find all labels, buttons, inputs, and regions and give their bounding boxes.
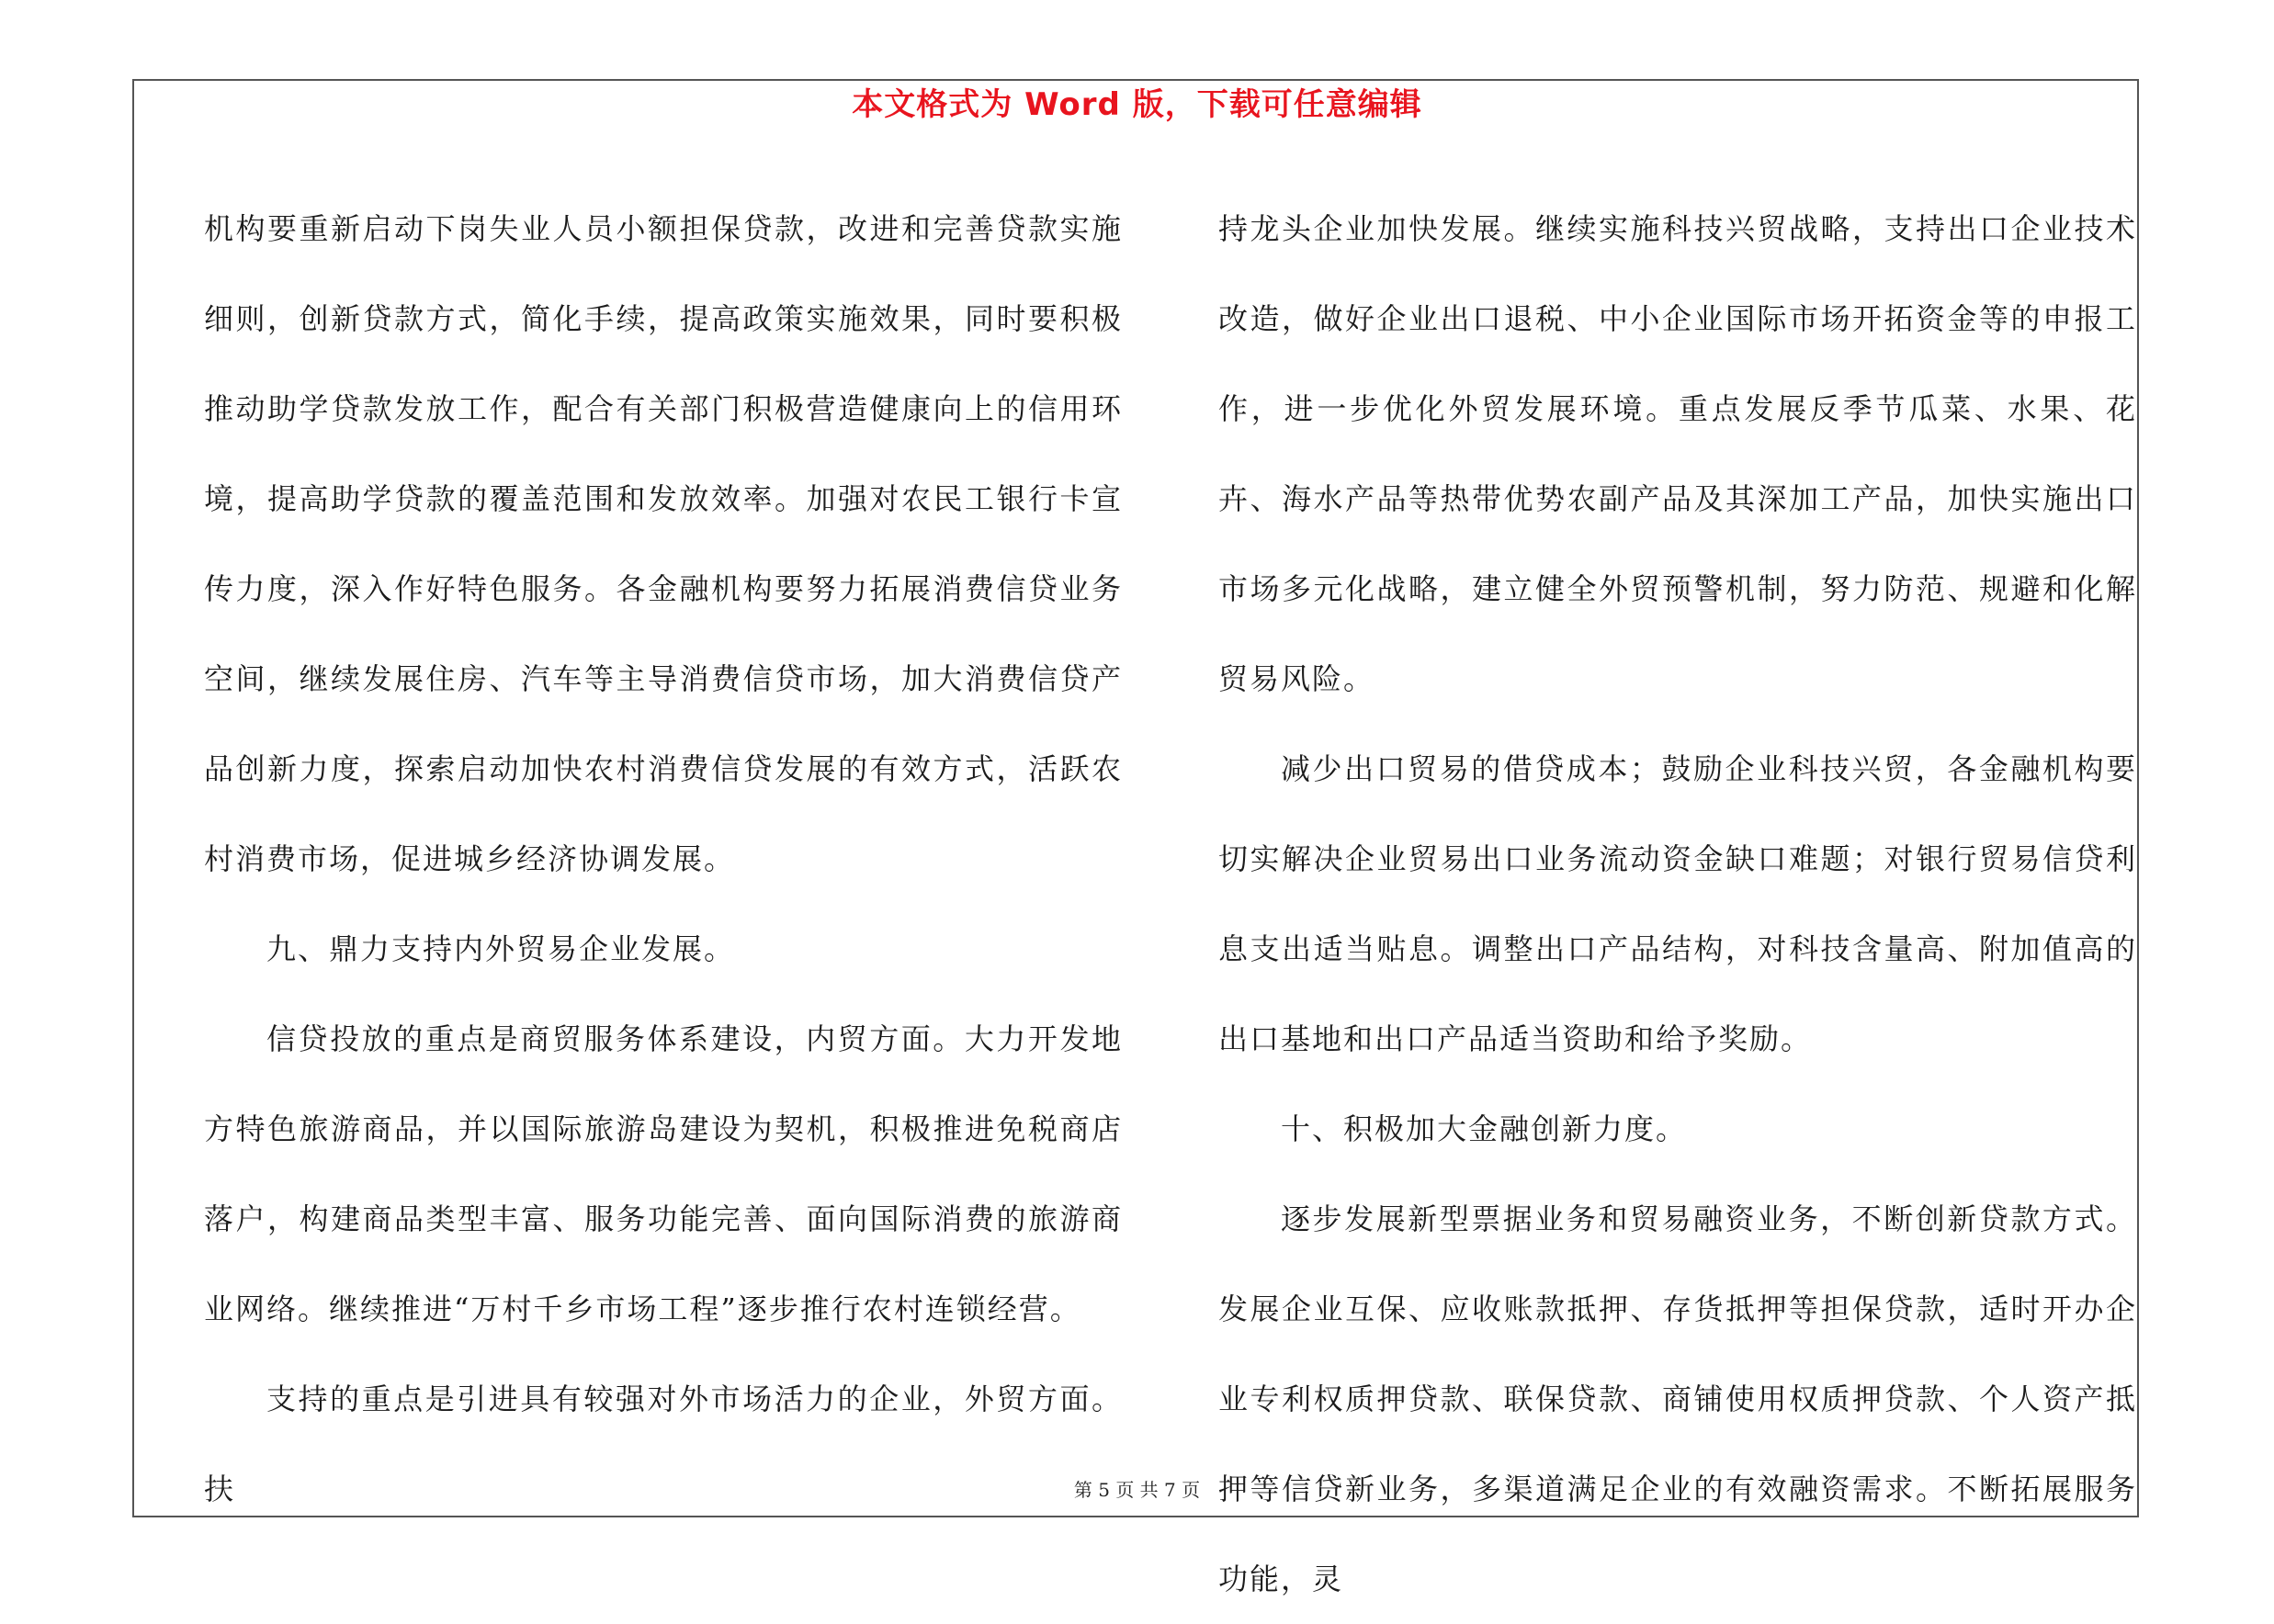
paragraph-financial-innovation: 逐步发展新型票据业务和贸易融资业务，不断创新贷款方式。发展企业互保、应收账款抵押、存货抵押等担保贷款，适时开办企业专利权质押贷款、联保贷款、商铺使用权质押贷款、个人资产抵押等信贷新业务，多渠道满足企业的有效融资需求。不断拓展服务功能，灵	[1218, 1201, 2137, 1596]
left-column	[204, 184, 1123, 1534]
right-column	[1218, 184, 2137, 1624]
paragraph-continuation: 机构要重新启动下岗失业人员小额担保贷款，改进和完善贷款实施细则，创新贷款方式，简化手续，提高政策实施效果，同时要积极推动助学贷款发放工作，配合有关部门积极营造健康向上的信用环境，提高助学贷款的覆盖范围和发放效率。加强对农民工银行卡宣传力度，深入作好特色服务。各金融机构要努力拓展消费信贷业务空间，继续发展住房、汽车等主导消费信贷市场，加大消费信贷产品创新力度，探索启动加快农村消费信贷发展的有效方式，活跃农村消费市场，促进城乡经济协调发展。	[204, 211, 1123, 876]
paragraph-domestic-trade: 信贷投放的重点是商贸服务体系建设，内贸方面。大力开发地方特色旅游商品，并以国际旅游岛建设为契机，积极推进免税商店落户，构建商品类型丰富、服务功能完善、面向国际消费的旅游商业网络。继续推进“万村千乡市场工程”逐步推行农村连锁经营。	[204, 1021, 1123, 1326]
paragraph-continuation-right: 持龙头企业加快发展。继续实施科技兴贸战略，支持出口企业技术改造，做好企业出口退税、中小企业国际市场开拓资金等的申报工作，进一步优化外贸发展环境。重点发展反季节瓜菜、水果、花卉、海水产品等热带优势农副产品及其深加工产品，加快实施出口市场多元化战略，建立健全外贸预警机制，努力防范、规避和化解贸易风险。	[1218, 211, 2137, 696]
paragraph-foreign-trade: 支持的重点是引进具有较强对外市场活力的企业，外贸方面。扶	[204, 1382, 1123, 1506]
page-number: 第 5 页 共 7 页	[1073, 1479, 1201, 1501]
paragraph-export-cost: 减少出口贸易的借贷成本；鼓励企业科技兴贸，各金融机构要切实解决企业贸易出口业务流动资金缺口难题；对银行贸易信贷利息支出适当贴息。调整出口产品结构，对科技含量高、附加值高的出口基地和出口产品适当资助和给予奖励。	[1218, 751, 2137, 1056]
word-format-banner: 本文格式为 Word 版，下载可任意编辑	[852, 86, 1422, 123]
section-heading-9: 九、鼎力支持内外贸易企业发展。	[266, 931, 736, 966]
section-heading-10: 十、积极加大金融创新力度。	[1281, 1111, 1688, 1146]
